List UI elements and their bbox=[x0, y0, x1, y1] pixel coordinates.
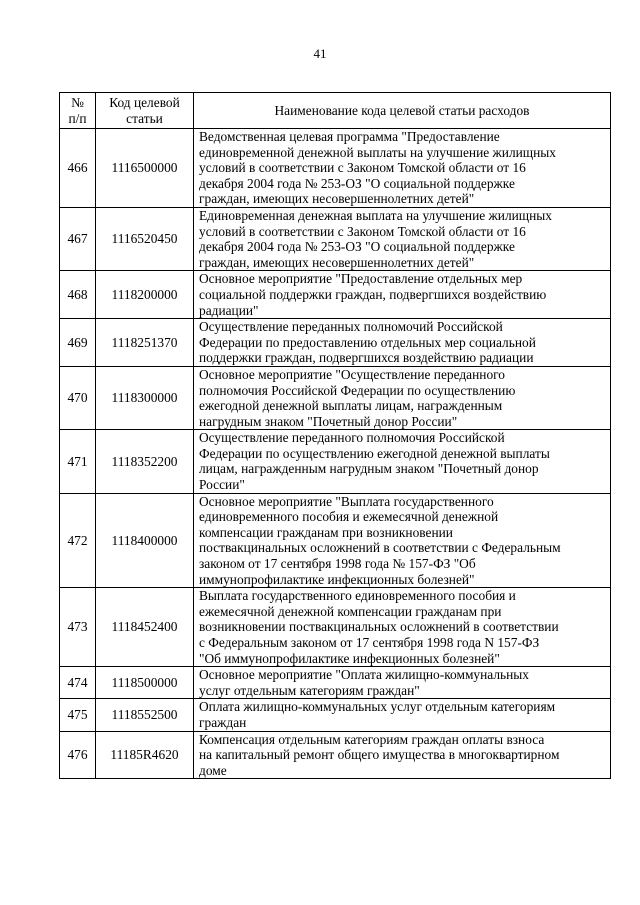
header-code-line: Код целевой bbox=[109, 94, 180, 110]
target-name-line: Федерации по предоставлению отдельных мер социальной bbox=[199, 334, 536, 350]
page-number: 41 bbox=[313, 46, 327, 61]
header-code bbox=[96, 93, 194, 129]
table-row bbox=[60, 271, 611, 319]
target-name bbox=[194, 271, 611, 319]
target-name bbox=[194, 207, 611, 270]
target-name-line: возникновении поствакцинальных осложнений в соответствии bbox=[199, 619, 559, 635]
target-name-line: иммунопрофилактике инфекционных болезней" bbox=[199, 571, 475, 587]
target-name-line: России" bbox=[199, 477, 245, 493]
target-name-line: радиации" bbox=[199, 302, 259, 318]
target-name-line: условий в соответствии с Законом Томской области от 16 bbox=[199, 160, 526, 176]
row-number: 467 bbox=[60, 207, 96, 270]
target-name-line: Компенсация отдельным категориям граждан оплаты взноса bbox=[199, 731, 545, 747]
target-name-line: граждан bbox=[199, 714, 247, 730]
row-number: 472 bbox=[60, 493, 96, 588]
target-name-line: единовременной денежной выплаты на улучшение жилищных bbox=[199, 144, 556, 160]
target-name-line: условий в соответствии с Законом Томской области от 16 bbox=[199, 223, 526, 239]
table-row bbox=[60, 129, 611, 208]
target-name bbox=[194, 430, 611, 493]
target-name-line: услуг отдельным категориям граждан" bbox=[199, 682, 420, 698]
target-name-line: Основное мероприятие "Выплата государственного bbox=[199, 493, 494, 509]
header-number-line: № bbox=[71, 94, 84, 110]
target-name-line: поддержки граждан, подвергшихся воздействию радиации bbox=[199, 350, 534, 366]
target-name-line: полномочия Российской Федерации по осуществлению bbox=[199, 382, 516, 398]
target-name-line: доме bbox=[199, 762, 227, 778]
target-name-line: на капитальный ремонт общего имущества в многоквартирном bbox=[199, 747, 560, 763]
target-name-line: Осуществление переданных полномочий Российской bbox=[199, 319, 503, 335]
table-row bbox=[60, 699, 611, 731]
row-number: 475 bbox=[60, 699, 96, 731]
target-code: 1118400000 bbox=[96, 493, 194, 588]
target-name-line: Осуществление переданного полномочия Российской bbox=[199, 430, 505, 446]
target-name-line: с Федеральным законом от 17 сентября 1998 года N 157-ФЗ bbox=[199, 635, 540, 650]
header-number bbox=[60, 93, 96, 129]
target-code: 1116500000 bbox=[96, 129, 194, 208]
target-name-line: Ведомственная целевая программа "Предоставление bbox=[199, 129, 500, 144]
target-code: 1116520450 bbox=[96, 207, 194, 270]
header-code-line: статьи bbox=[126, 110, 163, 126]
target-name-line: компенсации гражданам при возникновении bbox=[199, 524, 453, 540]
target-name-line: граждан, имеющих несовершеннолетних детей" bbox=[199, 254, 475, 270]
row-number: 466 bbox=[60, 129, 96, 208]
target-code: 11185R4620 bbox=[96, 731, 194, 779]
target-name bbox=[194, 319, 611, 367]
table-header-row bbox=[60, 93, 611, 129]
target-name bbox=[194, 699, 611, 731]
table-row bbox=[60, 493, 611, 588]
target-code: 1118352200 bbox=[96, 430, 194, 493]
table-row bbox=[60, 588, 611, 667]
target-name-line: единовременного пособия и ежемесячной денежной bbox=[199, 509, 499, 525]
table-body bbox=[60, 129, 611, 779]
target-name-line: граждан, имеющих несовершеннолетних детей" bbox=[199, 191, 475, 207]
target-name-line: законом от 17 сентября 1998 года № 157-ФЗ "Об bbox=[199, 556, 476, 572]
target-name-line: "Об иммунопрофилактике инфекционных болезней" bbox=[199, 650, 500, 666]
row-number: 470 bbox=[60, 366, 96, 429]
row-number: 468 bbox=[60, 271, 96, 319]
target-name-line: Единовременная денежная выплата на улучшение жилищных bbox=[199, 207, 552, 223]
target-code: 1118200000 bbox=[96, 271, 194, 319]
target-name bbox=[194, 129, 611, 208]
table-row bbox=[60, 319, 611, 367]
target-code: 1118452400 bbox=[96, 588, 194, 667]
target-name-line: поствакцинальных осложнений в соответствии с Федеральным bbox=[199, 540, 561, 556]
target-name-line: лицам, награжденным нагрудным знаком "Почетный донор bbox=[199, 461, 539, 477]
table-row bbox=[60, 731, 611, 779]
table-row bbox=[60, 430, 611, 493]
table-row bbox=[60, 366, 611, 429]
target-name-line: декабря 2004 года № 253-ОЗ "О социальной поддержке bbox=[199, 239, 515, 255]
header-number-line: п/п bbox=[68, 110, 87, 126]
target-name-line: ежемесячной денежной компенсации гражданам при bbox=[199, 603, 502, 619]
target-name-line: Основное мероприятие "Предоставление отдельных мер bbox=[199, 271, 523, 287]
target-items-table bbox=[59, 92, 611, 779]
row-number: 476 bbox=[60, 731, 96, 779]
row-number: 471 bbox=[60, 430, 96, 493]
target-code: 1118251370 bbox=[96, 319, 194, 367]
target-name-line: ежегодной денежной выплаты лицам, награжденным bbox=[199, 398, 503, 414]
target-name-line: Основное мероприятие "Оплата жилищно-коммунальных bbox=[199, 667, 529, 683]
target-name-line: Оплата жилищно-коммунальных услуг отдельным категориям bbox=[199, 699, 556, 715]
target-name bbox=[194, 731, 611, 779]
target-name bbox=[194, 588, 611, 667]
header-name: Наименование кода целевой статьи расходов bbox=[194, 93, 611, 129]
target-name bbox=[194, 493, 611, 588]
target-code: 1118300000 bbox=[96, 366, 194, 429]
row-number: 469 bbox=[60, 319, 96, 367]
target-name bbox=[194, 366, 611, 429]
target-name-line: Основное мероприятие "Осуществление переданного bbox=[199, 366, 506, 382]
target-name-line: декабря 2004 года № 253-ОЗ "О социальной поддержке bbox=[199, 175, 515, 191]
target-name-line: Выплата государственного единовременного пособия и bbox=[199, 588, 516, 604]
target-code: 1118500000 bbox=[96, 667, 194, 699]
table-row bbox=[60, 667, 611, 699]
target-name bbox=[194, 667, 611, 699]
target-name-line: социальной поддержки граждан, подвергшихся воздействию bbox=[199, 286, 547, 302]
table-row bbox=[60, 207, 611, 270]
target-code: 1118552500 bbox=[96, 699, 194, 731]
row-number: 473 bbox=[60, 588, 96, 667]
target-name-line: Федерации по осуществлению ежегодной денежной выплаты bbox=[199, 445, 550, 461]
row-number: 474 bbox=[60, 667, 96, 699]
target-name-line: нагрудным знаком "Почетный донор России" bbox=[199, 413, 458, 429]
